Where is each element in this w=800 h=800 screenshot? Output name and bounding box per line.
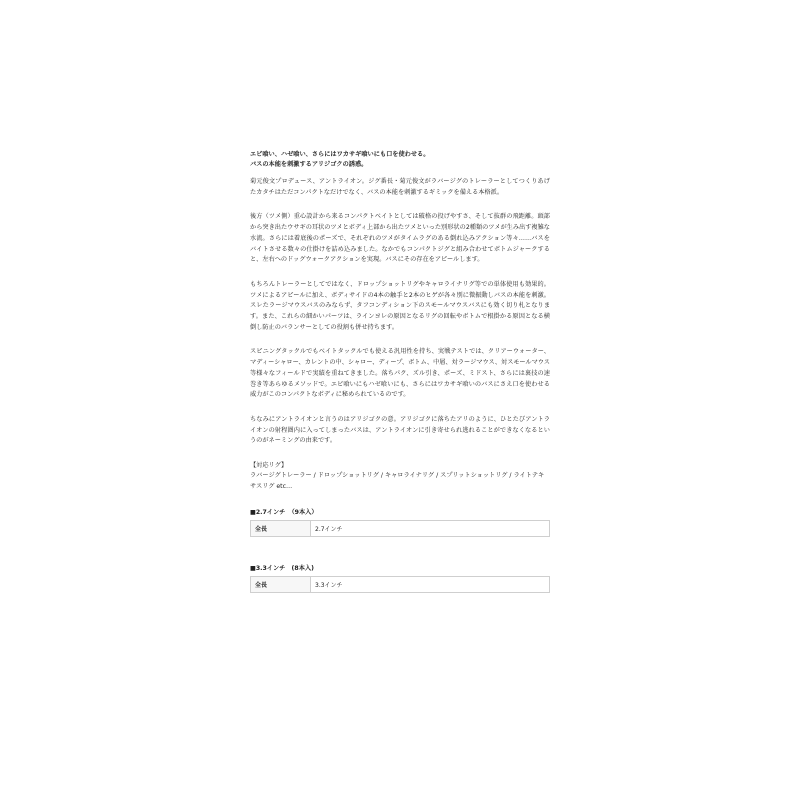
paragraph-usage: もちろんトレーラーとしてではなく、ドロップショットリグやキャロライナリグ等での単体使用も効果的。ツメによるアピールに加え、ボディサイドの4本の触手と2本のヒゲが各々別に微振動しバスの本能を刺激。スレたラージマウスバスのみならず、タフコンディション下のスモールマウスバスにも効く切り札となります。また、これらの細かいパーツは、ラインヨレの原因となるリグの回転やボトムで根掛かる原因となる横倒し防止のバランサーとしての役割も併せ持ちます。: [250, 280, 550, 331]
table-row: [251, 521, 550, 537]
spec-key-cell: 全長: [251, 521, 311, 537]
rigs-heading: 【対応リグ】: [250, 462, 288, 470]
spec-value-cell: 3.3インチ: [311, 577, 550, 593]
spec-title-2-7: ■2.7インチ （9本入）: [250, 509, 318, 517]
headline-line-1: エビ喰い、ハゼ喰い、さらにはワカサギ喰いにも口を使わせる。: [250, 151, 430, 158]
product-description: [250, 150, 550, 593]
paragraph-intro: 菊元俊文プロデュース、アントライオン。ジグ番長・菊元俊文がラバージグのトレーラーとしてつくりあげたカタチはただコンパクトなだけでなく、バスの本能を刺激するギミックを備える本格派。: [250, 178, 550, 196]
table-row: [251, 577, 550, 593]
spec-value-cell: 2.7インチ: [311, 521, 550, 537]
headline-line-2: バスの本能を刺激するアリジゴクの誘惑。: [250, 161, 368, 168]
spec-table-2-7: [250, 520, 550, 537]
paragraph-design: 後方（ツメ側）重心設計から来るコンパクトベイトとしては破格の投げやすさ、そして抜群の飛距離。頭部から突き出たウサギの耳状のツメとボディ上部から出たツメといった別形状の2種類のツメが生み出す複雑な水流。さらには着底後のポーズで、それぞれのツメがタイムラグのある倒れ込みアクション等々……バスをバイトさせる数々の仕掛けを詰め込みました。なかでもコンパクトジグと組み合わせてボトムジャークすると、左右へのドッグウォークアクションを実現。バスにその存在をアピールします。: [250, 213, 550, 264]
headline: [250, 150, 550, 170]
spec-title-3-3: ■3.3インチ (8本入): [250, 565, 314, 573]
rigs-list: ラバージグトレーラー / ドロップショットリグ / キャロライナリグ / スプリットショットリグ / ライトテキサスリグ etc…: [250, 472, 545, 490]
paragraph-naming: ちなみにアントライオンと言うのはアリジゴクの意。アリジゴクに落ちたアリのように、ひとたびアントライオンの射程圏内に入ってしまったバスは、アントライオンに引き寄せられ逃れることができなくなるというのがネーミングの由来です。: [250, 415, 550, 445]
spec-key-cell: 全長: [251, 577, 311, 593]
paragraph-field-test: スピニングタックルでもベイトタックルでも使える汎用性を持ち、実戦テストでは、クリアーウォーター、マディーシャロー、カレントの中、シャロー、ディープ、ボトム、中層、対ラージマウス、対スモールマウス等様々なフィールドで実績を重ねてきました。落ちパク、ズル引き、ポーズ、ミドスト、さらには裏技の速巻き等あらゆるメソッドで。エビ喰いにもハゼ喰いにも、さらにはワカサギ喰いのバスにさえ口を使わせる威力がこのコンパクトなボディに秘められているのです。: [250, 348, 550, 399]
spec-table-3-3: [250, 576, 550, 593]
